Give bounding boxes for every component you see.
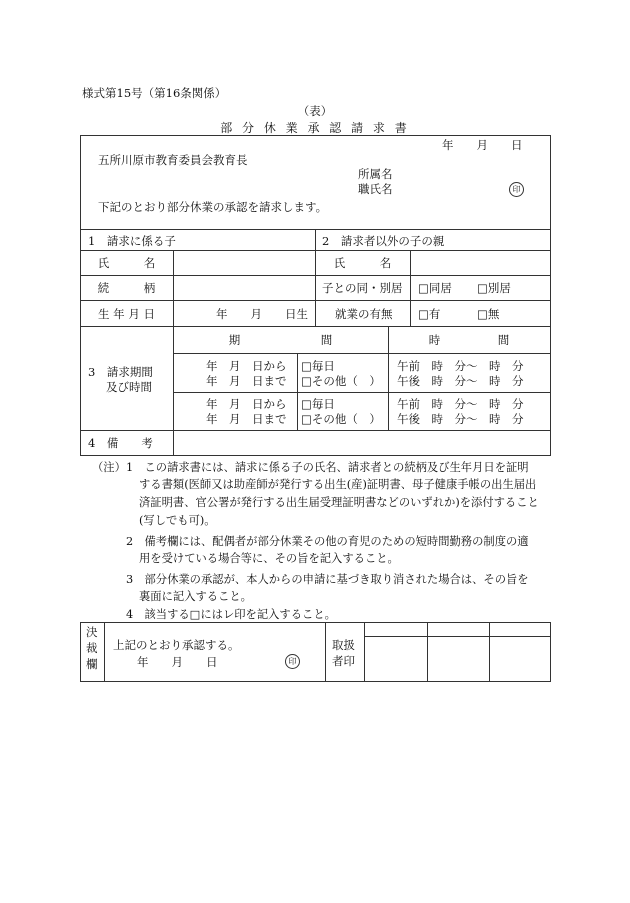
relation-label: 続 柄 [97, 281, 156, 295]
note-line: 2 備考欄には、配偶者が部分休業その他の育児のための短時間勤務の制度の適 [126, 535, 529, 548]
row1-date-from[interactable]: 年 月 日から [206, 359, 287, 373]
side-label: （表） [297, 104, 333, 118]
request-text: 下記のとおり部分休業の承認を請求します。 [98, 200, 328, 214]
employment-label: 就業の有無 [335, 307, 393, 321]
note-line: 1 この請求書には、請求に係る子の氏名、請求者との続柄及び生年月日を証明 [126, 461, 529, 474]
row2-date-to[interactable]: 年 月 日まで [206, 412, 287, 426]
row2-am-time[interactable]: 午前 時 分～ 時 分 [397, 397, 524, 411]
row2-pm-time[interactable]: 午後 時 分～ 時 分 [397, 412, 524, 426]
seal-icon: 印 [285, 654, 300, 669]
row1-pm-time[interactable]: 午後 時 分～ 時 分 [397, 374, 524, 388]
period-label-line2: 及び時間 [106, 380, 152, 394]
time-header: 時 間 [428, 333, 510, 347]
decision-label-char: 裁 [86, 641, 98, 655]
birth-value[interactable]: 年 月 日生 [216, 307, 308, 321]
approval-text: 上記のとおり承認する。 [113, 638, 240, 652]
note-line: (写しでも可)。 [139, 514, 216, 527]
note-line: 4 該当する□にはレ印を記入すること。 [126, 608, 336, 621]
cohabit-label: 子との同・別居 [322, 281, 403, 295]
handler-label-line2: 者印 [332, 654, 355, 668]
birth-label: 生 年 月 日 [98, 307, 155, 321]
approval-date[interactable]: 年 月 日 [137, 655, 218, 669]
notes-prefix: （注） [92, 461, 126, 474]
row1-opt-other[interactable]: □その他（ ） [301, 374, 381, 388]
parent-name-label: 氏 名 [333, 256, 392, 270]
row1-am-time[interactable]: 午前 時 分～ 時 分 [397, 359, 524, 373]
note-line: する書類(医師又は助産師が発行する出生(産)証明書、母子健康手帳の出生届出 [139, 478, 537, 491]
decision-label-char: 決 [86, 625, 98, 639]
decision-label-char: 欄 [86, 657, 98, 671]
row2-date-from[interactable]: 年 月 日から [206, 397, 287, 411]
row2-opt-daily[interactable]: □毎日 [301, 397, 335, 411]
addressee: 五所川原市教育委員会教育長 [98, 153, 248, 167]
child-name-label: 氏 名 [97, 256, 156, 270]
seal-icon: 印 [509, 182, 524, 197]
note-line: 裏面に記入すること。 [139, 590, 252, 603]
employment-option-no[interactable]: □無 [477, 307, 500, 321]
page-title: 部 分 休 業 承 認 請 求 書 [220, 121, 410, 135]
handler-label-line1: 取扱 [332, 638, 355, 652]
remarks-label: 4 備 考 [88, 436, 153, 450]
affiliation-label: 所属名 [358, 167, 393, 181]
period-header: 期 間 [228, 333, 333, 347]
note-line: 済証明書、官公署が発行する出生届受理証明書などのいずれか)を添付すること [139, 496, 539, 509]
cohabit-option-separate[interactable]: □別居 [477, 281, 511, 295]
row2-opt-other[interactable]: □その他（ ） [301, 412, 381, 426]
form-number: 様式第15号（第16条関係） [82, 86, 227, 100]
row1-opt-daily[interactable]: □毎日 [301, 359, 335, 373]
cohabit-option-together[interactable]: □同居 [418, 281, 452, 295]
row1-date-to[interactable]: 年 月 日まで [206, 374, 287, 388]
employment-option-yes[interactable]: □有 [418, 307, 441, 321]
section2-heading: 2 請求者以外の子の親 [322, 234, 445, 248]
period-label-line1: 3 請求期間 [88, 365, 153, 379]
note-line: 用を受けている場合等に、その旨を記入すること。 [139, 552, 399, 565]
note-line: 3 部分休業の承認が、本人からの申請に基づき取り消された場合は、その旨を [126, 573, 529, 586]
name-label: 職氏名 [358, 182, 393, 196]
section1-heading: 1 請求に係る子 [88, 234, 176, 248]
header-date[interactable]: 年 月 日 [442, 138, 523, 152]
